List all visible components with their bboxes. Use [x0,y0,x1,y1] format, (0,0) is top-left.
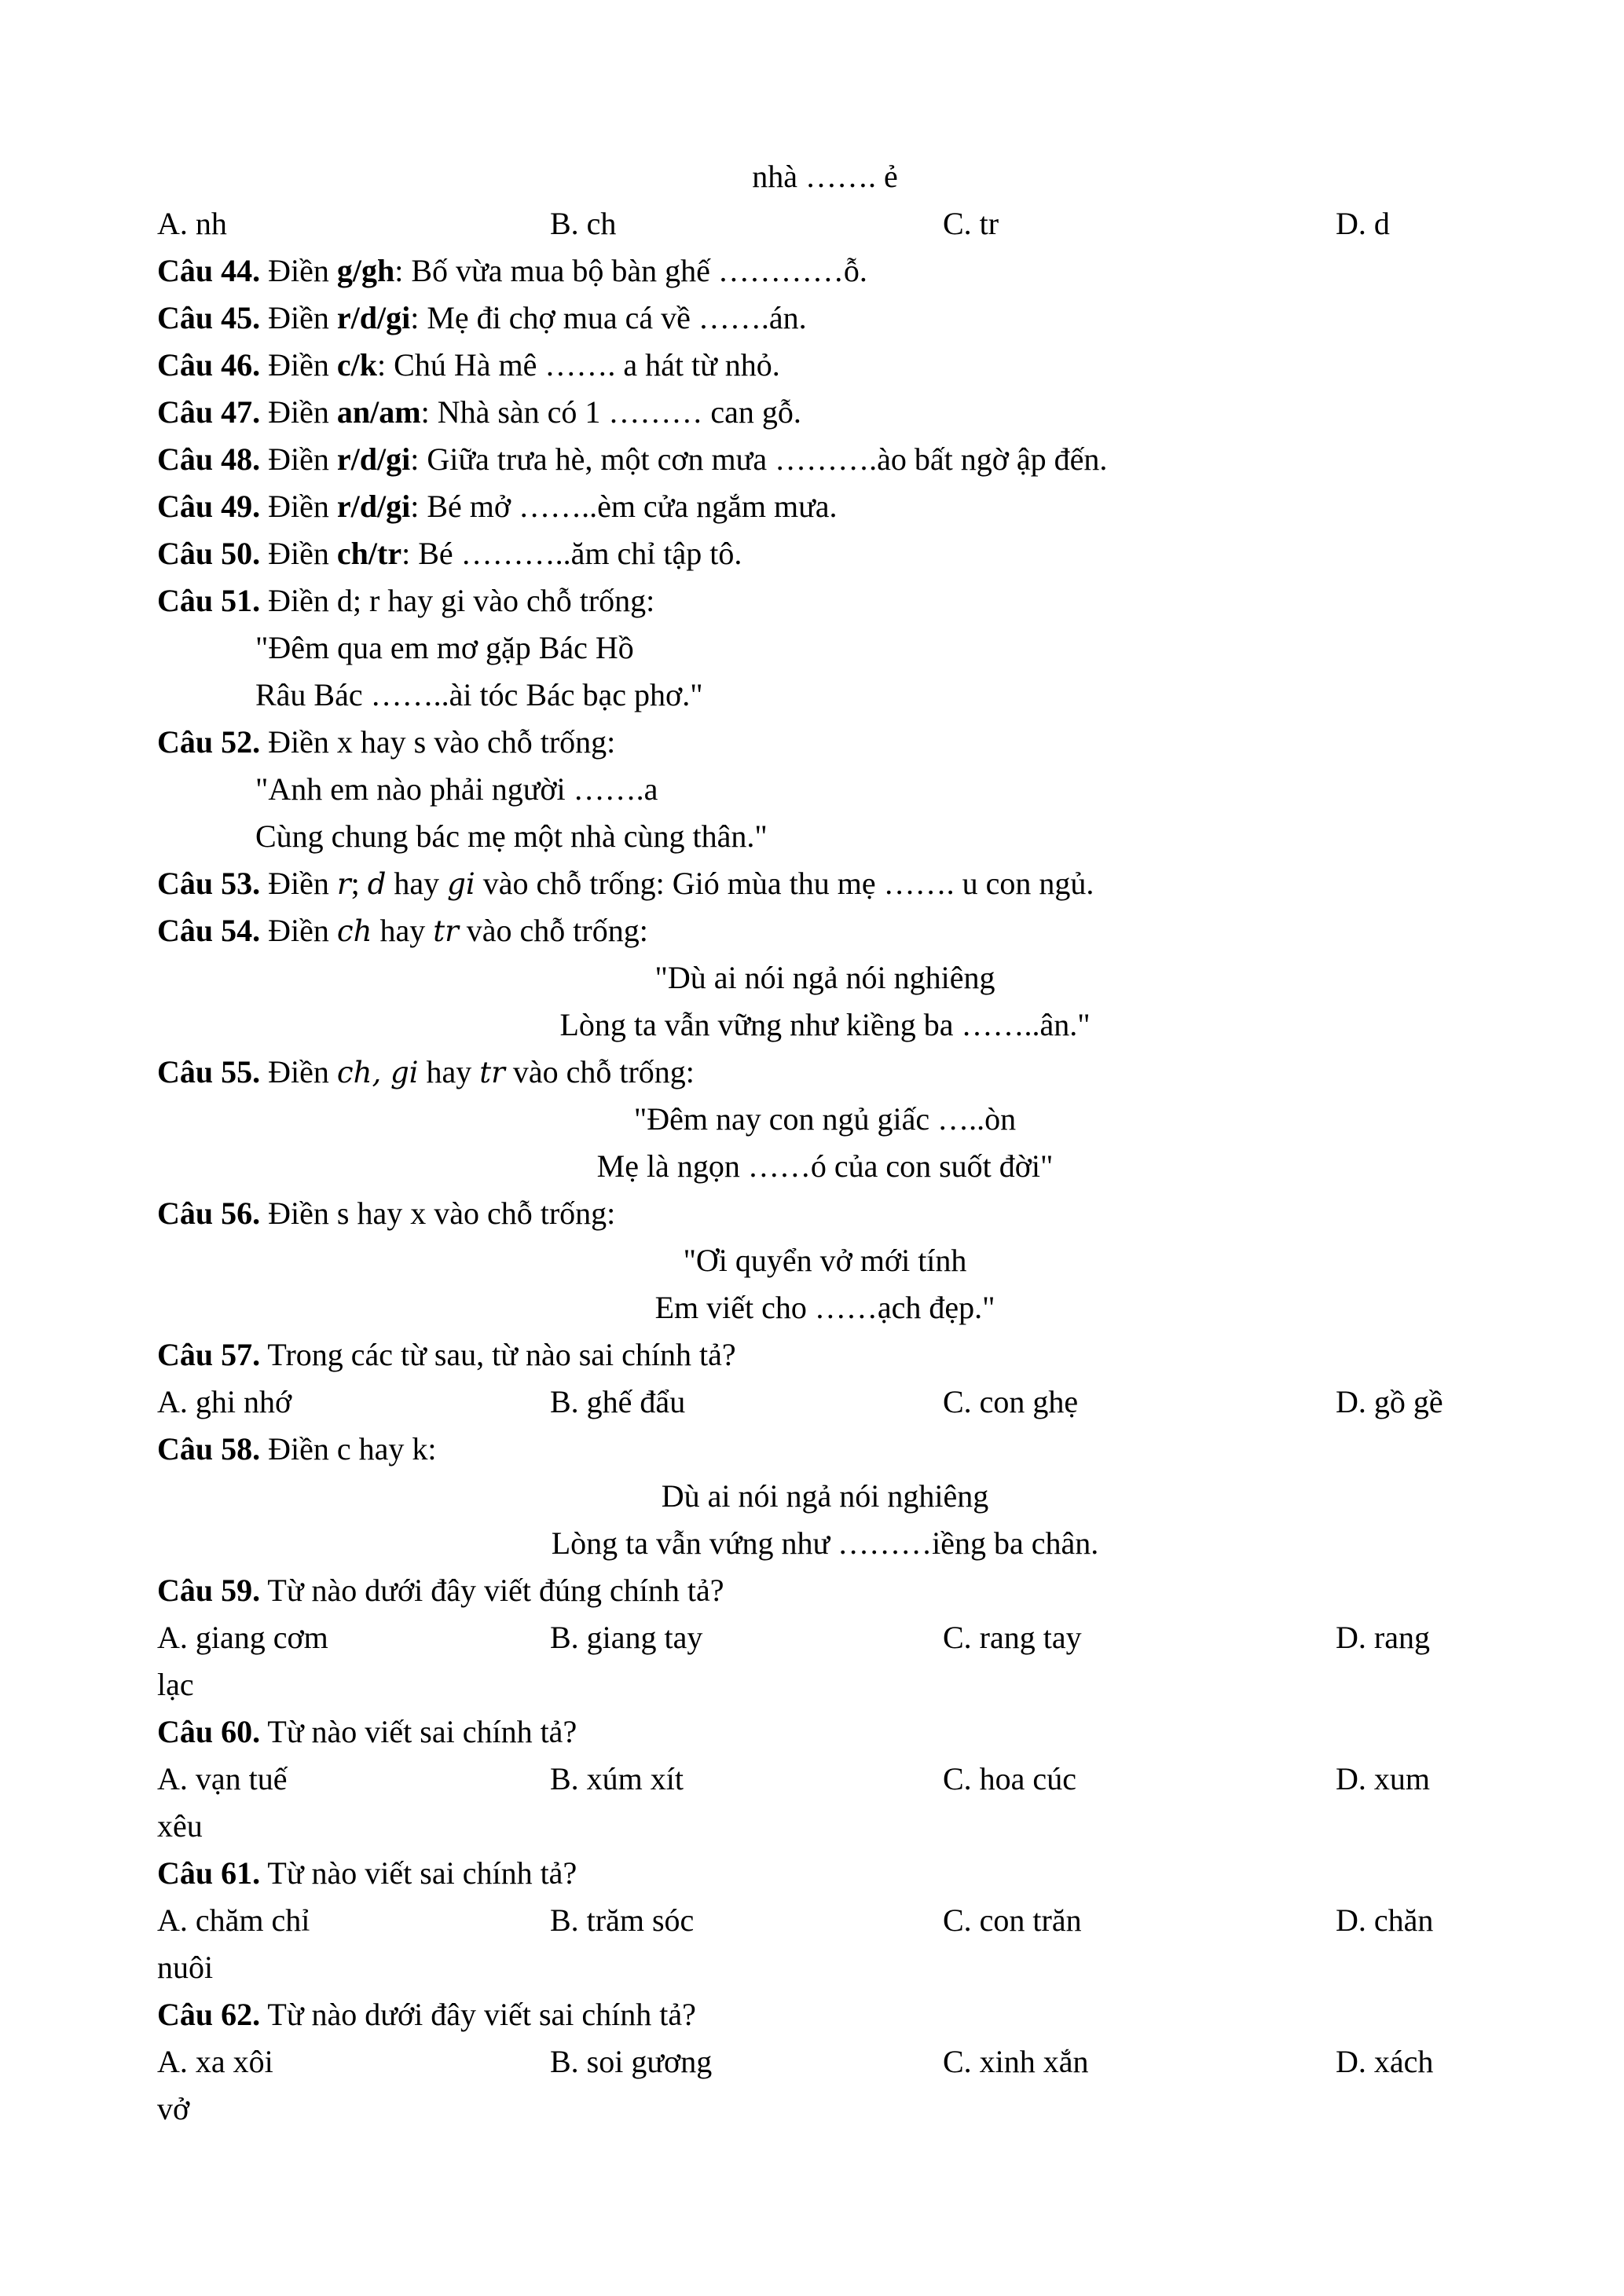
q46-lead: Điền [268,347,329,383]
q50-lead: Điền [268,536,329,571]
q55-number: Câu 55. [157,1054,261,1089]
q47-key: an/am [336,394,421,430]
q54-verse-line: "Dù ai nói ngả nói nghiêng [654,960,995,995]
q59-text: Từ nào dưới đây viết đúng chính tả? [267,1573,724,1608]
q54-math-tr: tr [433,914,459,948]
question-55 [157,1049,1493,1096]
q61-option-a: A. chăm chỉ [157,1902,310,1938]
q53-math-r: r [336,867,351,901]
q62-option-wrap: vở [157,2091,190,2126]
question-57 [157,1331,1493,1379]
question-48 [157,436,1493,483]
question-54 [157,907,1493,954]
q60-option-c: C. hoa cúc [943,1761,1076,1796]
q48-number: Câu 48. [157,441,261,477]
question-53 [157,860,1493,907]
q52-text: Điền x hay s vào chỗ trống: [268,724,616,760]
q45-text: : Mẹ đi chợ mua cá về …….án. [410,300,807,335]
q53-sep: ; [350,866,360,901]
question-45 [157,295,1493,342]
q62-text: Từ nào dưới đây viết sai chính tả? [267,1997,696,2032]
q53-math-d: d [367,867,387,901]
q59-option-c: C. rang tay [943,1620,1082,1655]
q51-text: Điền d; r hay gi vào chỗ trống: [268,583,655,618]
q58-number: Câu 58. [157,1431,261,1467]
q43-option-d: D. d [1336,206,1390,241]
question-62 [157,1991,1493,2038]
q55-verse-line: "Đêm nay con ngủ giấc …..òn [633,1101,1017,1137]
q54-text: vào chỗ trống: [466,913,648,948]
q60-number: Câu 60. [157,1714,261,1749]
q58-verse-line: Dù ai nói ngả nói nghiêng [661,1478,989,1514]
q54-lead: Điền [268,913,329,948]
q50-number: Câu 50. [157,536,261,571]
q48-lead: Điền [268,441,329,477]
q57-text: Trong các từ sau, từ nào sai chính tả? [267,1337,736,1372]
q47-number: Câu 47. [157,394,261,430]
q50-text: : Bé ………..ăm chỉ tập tô. [401,536,742,571]
q60-option-d: D. xum [1336,1761,1430,1796]
q58-text: Điền c hay k: [268,1431,437,1467]
question-49 [157,483,1493,530]
question-50 [157,530,1493,577]
q57-option-d: D. gồ gề [1336,1384,1443,1419]
q60-option-a: A. vạn tuế [157,1761,288,1796]
question-58 [157,1426,1493,1473]
q53-math-gi: gi [447,867,475,901]
q56-verse-line: "Ơi quyển vở mới tính [683,1243,967,1278]
question-47 [157,389,1493,436]
question-61 [157,1850,1493,1897]
q52-number: Câu 52. [157,724,261,760]
question-59 [157,1567,1493,1614]
q59-number: Câu 59. [157,1573,261,1608]
q60-text: Từ nào viết sai chính tả? [267,1714,577,1749]
q61-option-d: D. chăn [1336,1902,1434,1938]
q55-text: vào chỗ trống: [512,1054,695,1089]
q61-option-b: B. trăm sóc [550,1902,695,1938]
question-51 [157,577,1493,624]
q57-option-b: B. ghế đẩu [550,1384,686,1419]
q55-math-ch-gi: ch, gi [336,1056,419,1089]
q57-number: Câu 57. [157,1337,261,1372]
q49-number: Câu 49. [157,489,261,524]
q48-text: : Giữa trưa hè, một cơn mưa ……….ào bất ngờ ập đến. [410,441,1108,477]
q46-text: : Chú Hà mê ……. a hát từ nhỏ. [377,347,780,383]
question-52 [157,719,1493,766]
q49-lead: Điền [268,489,329,524]
q47-lead: Điền [268,394,329,430]
q56-number: Câu 56. [157,1196,261,1231]
q55-verse-line: Mẹ là ngọn ……ó của con suốt đời" [596,1148,1054,1184]
q48-key: r/d/gi [336,441,411,477]
q61-number: Câu 61. [157,1855,261,1891]
q56-verse-line: Em viết cho ……ạch đẹp." [654,1290,995,1325]
q44-number: Câu 44. [157,253,261,288]
q43-word: nhà ……. ẻ [752,159,898,194]
q56-text: Điền s hay x vào chỗ trống: [268,1196,616,1231]
q53-lead: Điền [268,866,329,901]
q59-option-b: B. giang tay [550,1620,703,1655]
q43-options [157,200,1493,247]
q62-number: Câu 62. [157,1997,261,2032]
question-44 [157,247,1493,295]
q61-text: Từ nào viết sai chính tả? [267,1855,577,1891]
q50-key: ch/tr [336,536,402,571]
q60-option-b: B. xúm xít [550,1761,684,1796]
question-46 [157,342,1493,389]
q43-option-b: B. ch [550,206,617,241]
q59-option-wrap: lạc [157,1667,194,1702]
q57-option-a: A. ghi nhớ [157,1384,292,1419]
q44-lead: Điền [268,253,329,288]
q52-verse-line: Cùng chung bác mẹ một nhà cùng thân." [255,818,768,854]
q55-mid: hay [426,1054,472,1089]
q54-mid: hay [379,913,426,948]
q59-options [157,1614,1493,1661]
q61-option-wrap: nuôi [157,1950,214,1985]
q49-text: : Bé mở ……..èm cửa ngắm mưa. [410,489,838,524]
q55-lead: Điền [268,1054,329,1089]
question-56 [157,1190,1493,1237]
q44-text: : Bố vừa mua bộ bàn ghế …………ỗ. [394,253,867,288]
q52-verse-line: "Anh em nào phải người …….a [255,771,658,807]
q53-text: vào chỗ trống: Gió mùa thu mẹ ……. u con ngủ. [482,866,1094,901]
q57-option-c: C. con ghẹ [943,1384,1079,1419]
q47-text: : Nhà sàn có 1 ……… can gỗ. [420,394,801,430]
question-60 [157,1708,1493,1756]
q62-option-b: B. soi gương [550,2044,713,2079]
q44-key: g/gh [336,253,395,288]
q57-options [157,1379,1493,1426]
q45-key: r/d/gi [336,300,411,335]
q51-verse-line: "Đêm qua em mơ gặp Bác Hồ [255,630,634,665]
q45-lead: Điền [268,300,329,335]
q58-verse-line: Lòng ta vẫn vứng như ………iềng ba chân. [551,1525,1099,1561]
q60-options [157,1756,1493,1803]
q51-number: Câu 51. [157,583,261,618]
q54-verse-line: Lòng ta vẫn vững như kiềng ba ……..ân." [559,1007,1091,1042]
q46-number: Câu 46. [157,347,261,383]
q62-option-d: D. xách [1336,2044,1434,2079]
q51-verse-line: Râu Bác ……..ài tóc Bác bạc phơ." [255,677,703,712]
q54-number: Câu 54. [157,913,261,948]
q49-key: r/d/gi [336,489,411,524]
q60-option-wrap: xêu [157,1808,203,1844]
q62-option-a: A. xa xôi [157,2044,273,2079]
q59-option-a: A. giang cơm [157,1620,328,1655]
q54-math-ch: ch [336,914,372,948]
q62-option-c: C. xinh xắn [943,2044,1089,2079]
q61-option-c: C. con trăn [943,1902,1082,1938]
q53-number: Câu 53. [157,866,261,901]
q46-key: c/k [336,347,378,383]
q62-options [157,2038,1493,2085]
q53-mid: hay [394,866,440,901]
q55-math-tr: tr [479,1056,505,1089]
q43-option-c: C. tr [943,206,999,241]
q61-options [157,1897,1493,1944]
q43-option-a: A. nh [157,206,227,241]
q45-number: Câu 45. [157,300,261,335]
q59-option-d: D. rang [1336,1620,1430,1655]
